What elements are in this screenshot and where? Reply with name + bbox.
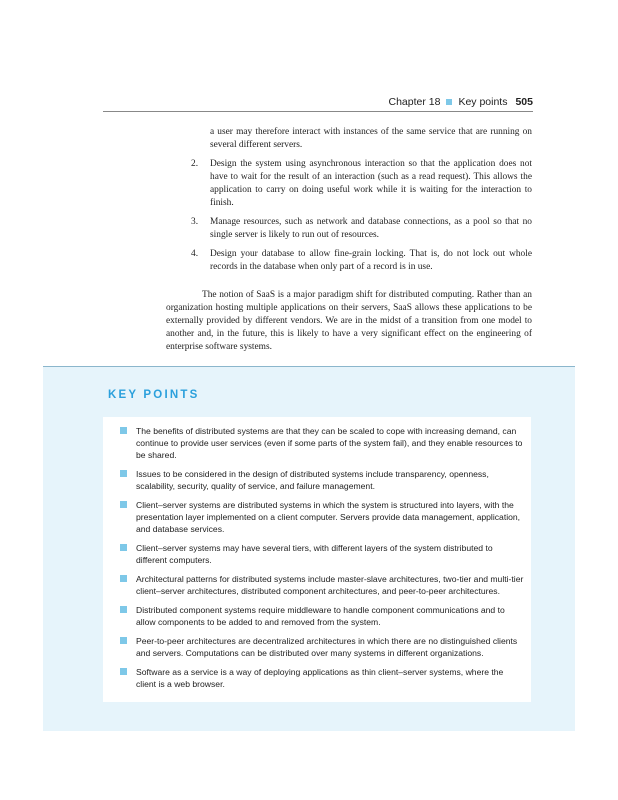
key-point-text: Software as a service is a way of deploying applications as thin client–server systems, where the client is a web browser. [136,667,504,689]
key-point-item [103,573,525,597]
key-point-text: Issues to be considered in the design of distributed systems include transparency, openness, scalability, security, quality of service, and failure management. [136,469,489,491]
key-point-text: Client–server systems may have several tiers, with different layers of the system distributed to different computers. [136,543,493,565]
continuation-text: a user may therefore interact with instances of the same service that are running on several different servers. [210,127,532,150]
square-bullet-icon [120,575,127,582]
key-point-item [103,468,525,492]
running-header [103,96,533,108]
square-bullet-icon [120,606,127,613]
key-points-title: KEY POINTS [108,389,200,401]
key-point-item [103,666,525,690]
key-point-item [103,499,525,535]
item-number: 4. [191,249,199,259]
key-points-box [103,417,531,702]
square-bullet-icon [120,668,127,675]
key-point-item [103,542,525,566]
page-number: 505 [515,96,533,108]
key-point-text: Peer-to-peer architectures are decentralized architectures in which there are no distinguished clients and servers. Computations can be distributed over many systems in different organizations. [136,636,518,658]
item-number: 3. [191,217,199,227]
square-bullet-icon [120,544,127,551]
chapter-label: Chapter 18 [388,96,441,108]
item-text: Manage resources, such as network and database connections, as a pool so that no single server is likely to run out of resources. [210,217,532,240]
square-bullet-icon [120,501,127,508]
list-item [166,158,532,210]
header-rule [103,111,533,112]
square-bullet-icon [120,637,127,644]
key-point-item [103,604,525,628]
key-point-text: Client–server systems are distributed systems in which the system is structured into layers, with the presentation layer implemented on a client computer. Servers provide data management, application, and database services. [136,500,521,534]
key-point-text: Distributed component systems require middleware to handle component communications and to allow components to be added to and removed from the system. [136,605,505,627]
key-point-item [103,425,525,461]
section-label: Key points [458,96,508,108]
numbered-list [166,158,532,274]
key-point-text: The benefits of distributed systems are that they can be scaled to cope with increasing demand, can continue to provide user services (even if some parts of the system fail), and they enable resources to be shared. [136,426,523,460]
body-text [166,126,532,354]
key-point-text: Architectural patterns for distributed systems include master-slave architectures, two-tier and multi-tier client–server architectures, distributed component architectures, and peer-to-peer architectures. [136,574,524,596]
item-number: 2. [191,159,199,169]
key-points-list [103,417,531,690]
square-bullet-icon [120,470,127,477]
list-item [166,216,532,242]
saas-paragraph: The notion of SaaS is a major paradigm shift for distributed computing. Rather than an organization hosting multiple applications on their servers, SaaS allows these applications to be externally provided by different vendors. We are in the midst of a transition from one model to another and, in the future, this is likely to have a very significant effect on the engineering of enterprise software systems. [166,290,532,352]
key-point-item [103,635,525,659]
list-item [166,248,532,274]
item-text: Design the system using asynchronous interaction so that the application does not have to wait for the result of an interaction (such as a read request). This allows the application to carry on doing useful work while it is waiting for the interaction to finish. [210,159,532,208]
item-text: Design your database to allow fine-grain locking. That is, do not lock out whole records in the database when only part of a record is in use. [210,249,532,272]
square-bullet-icon [446,99,452,105]
square-bullet-icon [120,427,127,434]
